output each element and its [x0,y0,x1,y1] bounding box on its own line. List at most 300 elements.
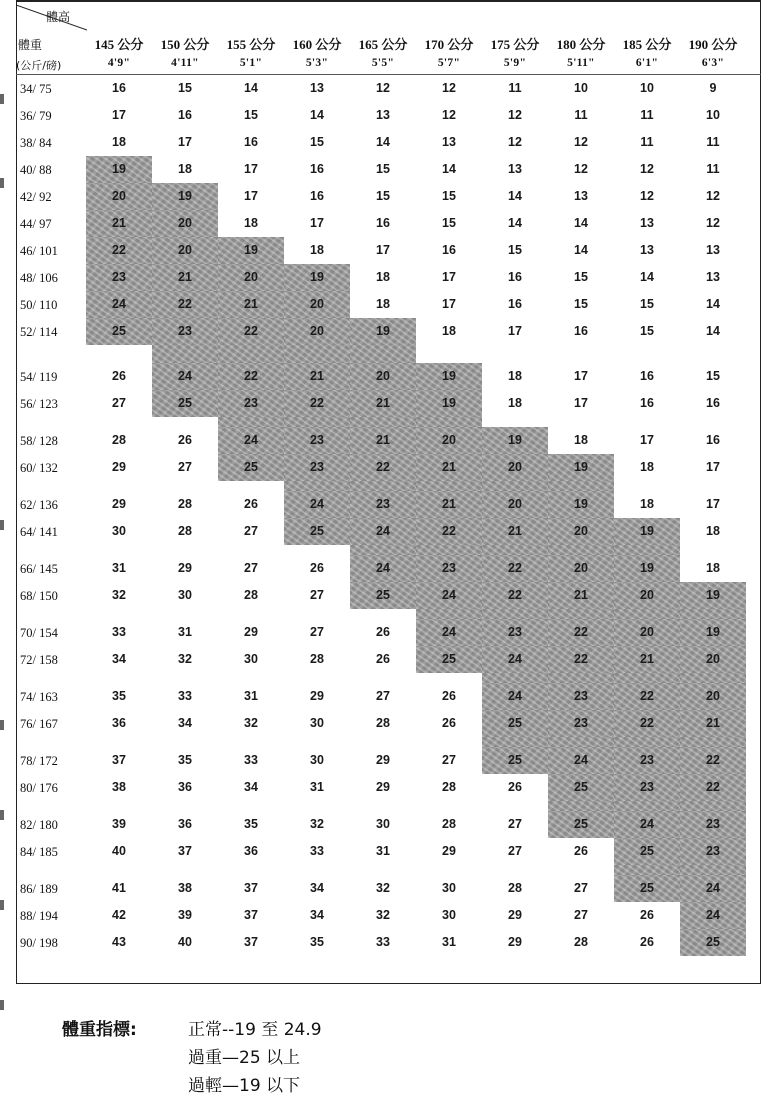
bmi-cell: 23 [218,390,284,417]
height-cm-label: 165 公分 [358,37,408,52]
bmi-cell: 16 [112,81,126,95]
bmi-cell: 19 [482,427,548,454]
bmi-cell: 17 [310,216,324,230]
bmi-cell: 15 [442,216,456,230]
bmi-cell: 10 [574,81,588,95]
height-inch-label: 5'5" [371,57,395,69]
bmi-cell: 38 [112,780,126,794]
bmi-cell: 24 [416,582,482,609]
shade-gap [548,801,614,811]
margin-mark [0,1000,4,1010]
height-header-col [152,34,218,69]
shade-gap [680,865,746,875]
shade-gap [614,609,680,619]
weight-row-label: 62/ 136 [20,498,58,512]
weight-row-label: 42/ 92 [20,190,52,204]
bmi-cell: 28 [244,588,258,602]
corner-weight-label: 體重 [18,38,43,52]
height-header-col [482,34,548,69]
weight-row-label: 76/ 167 [20,717,58,731]
bmi-cell: 15 [574,270,588,284]
bmi-cell: 31 [178,625,192,639]
bmi-cell: 12 [508,108,522,122]
weight-row-label: 68/ 150 [20,589,58,603]
bmi-cell: 33 [112,625,126,639]
bmi-cell: 10 [706,108,720,122]
height-inch-label: 4'11" [171,57,199,69]
bmi-cell: 30 [376,817,390,831]
bmi-cell: 15 [640,324,654,338]
height-inch-label: 6'3" [701,57,725,69]
bmi-cell: 30 [178,588,192,602]
bmi-cell: 18 [574,433,588,447]
shade-gap [284,481,350,491]
bmi-cell: 33 [376,935,390,949]
bmi-cell: 39 [178,908,192,922]
bmi-cell: 26 [442,689,456,703]
bmi-cell: 18 [508,369,522,383]
height-header-col [416,34,482,69]
legend-normal: 正常--19 至 24.9 [188,1020,322,1040]
bmi-cell: 35 [310,935,324,949]
bmi-cell: 18 [508,396,522,410]
bmi-cell: 16 [574,324,588,338]
bmi-cell: 19 [416,390,482,417]
bmi-cell: 27 [244,561,258,575]
bmi-cell: 12 [640,162,654,176]
bmi-cell: 20 [548,518,614,545]
weight-row-label: 64/ 141 [20,525,58,539]
bmi-cell: 35 [178,753,192,767]
bmi-cell: 30 [310,716,324,730]
bmi-cell: 29 [244,625,258,639]
bmi-cell: 24 [284,491,350,518]
shade-gap [416,417,482,427]
bmi-cell: 29 [508,935,522,949]
bmi-cell: 10 [640,81,654,95]
bmi-cell: 21 [482,518,548,545]
bmi-cell: 37 [244,908,258,922]
bmi-cell: 13 [640,216,654,230]
weight-row-label: 40/ 88 [20,163,52,177]
shade-gap [680,673,746,683]
shade-gap [482,737,548,747]
bmi-cell: 18 [640,460,654,474]
height-cm-label: 180 公分 [556,37,606,52]
bmi-cell: 36 [112,716,126,730]
bmi-cell: 29 [112,497,126,511]
bmi-cell: 29 [310,689,324,703]
bmi-cell: 31 [376,844,390,858]
bmi-cell: 20 [350,363,416,390]
bmi-cell: 23 [614,747,680,774]
bmi-cell: 11 [640,108,654,122]
corner-unit-label: (公斤/磅) [16,59,62,72]
bmi-cell: 16 [640,396,654,410]
height-inch-label: 5'7" [437,57,461,69]
bmi-cell: 13 [706,243,720,257]
bmi-cell: 13 [376,108,390,122]
bmi-cell: 34 [244,780,258,794]
weight-row-label: 66/ 145 [20,562,58,576]
bmi-cell: 21 [350,427,416,454]
weight-row-label: 50/ 110 [20,298,58,312]
bmi-cell: 34 [112,652,126,666]
height-inch-label: 6'1" [635,57,659,69]
shade-gap [482,481,548,491]
height-cm-label: 175 公分 [490,37,540,52]
weight-row-label: 84/ 185 [20,845,58,859]
shade-gap [548,737,614,747]
bmi-cell: 32 [244,716,258,730]
bmi-cell: 12 [574,135,588,149]
corner-height-label: 體高 [46,10,71,24]
bmi-cell: 18 [640,497,654,511]
bmi-cell: 34 [310,908,324,922]
bmi-cell: 28 [442,817,456,831]
bmi-cell: 24 [152,363,218,390]
bmi-cell: 41 [112,881,126,895]
bmi-cell: 23 [548,683,614,710]
bmi-cell: 28 [376,716,390,730]
bmi-cell: 21 [218,291,284,318]
margin-mark [0,810,4,820]
bmi-cell: 18 [706,561,720,575]
bmi-cell: 27 [244,524,258,538]
bmi-cell: 27 [112,396,126,410]
bmi-cell: 26 [376,625,390,639]
bmi-cell: 29 [178,561,192,575]
bmi-cell: 24 [350,518,416,545]
bmi-cell: 20 [680,683,746,710]
bmi-cell: 16 [442,243,456,257]
bmi-cell: 16 [508,270,522,284]
bmi-cell: 28 [508,881,522,895]
bmi-cell: 15 [376,189,390,203]
shade-gap [680,737,746,747]
bmi-cell: 23 [350,491,416,518]
bmi-cell: 11 [640,135,654,149]
bmi-cell: 16 [640,369,654,383]
bmi-cell: 27 [376,689,390,703]
shade-gap [614,737,680,747]
bmi-cell: 28 [178,524,192,538]
bmi-cell: 22 [350,454,416,481]
bmi-cell: 11 [508,81,522,95]
bmi-cell: 20 [680,646,746,673]
bmi-cell: 16 [178,108,192,122]
bmi-cell: 22 [218,318,284,345]
bmi-cell: 21 [284,363,350,390]
bmi-cell: 24 [548,747,614,774]
height-inch-label: 5'9" [503,57,527,69]
bmi-cell: 12 [640,189,654,203]
bmi-cell: 14 [376,135,390,149]
table-corner-header [16,0,87,84]
weight-row-label: 88/ 194 [20,909,58,923]
weight-row-label: 72/ 158 [20,653,58,667]
bmi-cell: 12 [442,81,456,95]
bmi-cell: 21 [350,390,416,417]
bmi-cell: 31 [442,935,456,949]
bmi-cell: 31 [112,561,126,575]
bmi-cell: 12 [376,81,390,95]
bmi-cell: 23 [284,427,350,454]
shade-gap [548,673,614,683]
height-cm-label: 190 公分 [688,37,738,52]
bmi-cell: 15 [640,297,654,311]
bmi-cell: 23 [680,811,746,838]
weight-row-label: 48/ 106 [20,271,58,285]
bmi-cell: 22 [614,683,680,710]
shade-gap [350,481,416,491]
bmi-cell: 32 [376,881,390,895]
bmi-cell: 18 [310,243,324,257]
bmi-cell: 15 [706,369,720,383]
legend-overweight: 過重—25 以上 [188,1048,301,1068]
bmi-cell: 18 [376,270,390,284]
bmi-cell: 27 [178,460,192,474]
bmi-cell: 20 [86,183,152,210]
bmi-cell: 33 [178,689,192,703]
weight-row-label: 56/ 123 [20,397,58,411]
bmi-cell: 28 [112,433,126,447]
shade-gap [482,673,548,683]
bmi-cell: 30 [442,908,456,922]
bmi-cell: 16 [706,396,720,410]
bmi-cell: 15 [244,108,258,122]
bmi-cell: 29 [376,753,390,767]
bmi-cell: 23 [548,710,614,737]
bmi-cell: 14 [706,324,720,338]
bmi-cell: 29 [442,844,456,858]
bmi-cell: 24 [416,619,482,646]
shade-gap [680,801,746,811]
bmi-cell: 29 [508,908,522,922]
shade-gap [350,545,416,555]
bmi-cell: 25 [680,929,746,956]
bmi-cell: 16 [310,189,324,203]
bmi-cell: 24 [86,291,152,318]
bmi-cell: 20 [152,237,218,264]
bmi-cell: 24 [680,875,746,902]
bmi-cell: 32 [112,588,126,602]
bmi-cell: 20 [152,210,218,237]
height-header-col [284,34,350,69]
bmi-cell: 19 [218,237,284,264]
bmi-cell: 21 [152,264,218,291]
bmi-cell: 13 [310,81,324,95]
bmi-cell: 26 [640,908,654,922]
bmi-cell: 15 [508,243,522,257]
weight-row-label: 78/ 172 [20,754,58,768]
bmi-cell: 14 [640,270,654,284]
bmi-cell: 27 [310,625,324,639]
bmi-cell: 29 [376,780,390,794]
bmi-cell: 18 [442,324,456,338]
bmi-cell: 12 [508,135,522,149]
bmi-cell: 23 [482,619,548,646]
bmi-cell: 19 [614,555,680,582]
weight-row-label: 52/ 114 [20,325,58,339]
bmi-cell: 16 [706,433,720,447]
bmi-cell: 19 [680,619,746,646]
bmi-cell: 15 [178,81,192,95]
bmi-cell: 25 [548,774,614,801]
bmi-cell: 22 [548,619,614,646]
bmi-cell: 37 [112,753,126,767]
bmi-cell: 14 [442,162,456,176]
bmi-cell: 15 [574,297,588,311]
bmi-cell: 22 [152,291,218,318]
shade-gap [482,545,548,555]
bmi-cell: 17 [442,270,456,284]
bmi-cell: 24 [218,427,284,454]
weight-row-label: 82/ 180 [20,818,58,832]
bmi-cell: 20 [284,318,350,345]
bmi-cell: 17 [244,162,258,176]
shade-gap [680,609,746,619]
bmi-cell: 18 [706,524,720,538]
bmi-cell: 17 [706,497,720,511]
bmi-cell: 22 [284,390,350,417]
bmi-cell: 17 [508,324,522,338]
height-header-col [614,34,680,69]
weight-row-label: 60/ 132 [20,461,58,475]
bmi-cell: 42 [112,908,126,922]
bmi-cell: 13 [640,243,654,257]
bmi-cell: 36 [178,817,192,831]
bmi-cell: 40 [112,844,126,858]
bmi-cell: 19 [614,518,680,545]
bmi-cell: 17 [112,108,126,122]
bmi-cell: 17 [244,189,258,203]
bmi-cell: 37 [178,844,192,858]
bmi-cell: 22 [614,710,680,737]
height-cm-label: 145 公分 [94,37,144,52]
bmi-cell: 17 [706,460,720,474]
bmi-cell: 12 [706,189,720,203]
bmi-cell: 26 [574,844,588,858]
margin-mark [0,720,4,730]
bmi-cell: 26 [640,935,654,949]
shade-gap [548,545,614,555]
height-header-col [350,34,416,69]
weight-row-label: 90/ 198 [20,936,58,950]
bmi-cell: 25 [284,518,350,545]
bmi-cell: 25 [218,454,284,481]
height-inch-label: 5'3" [305,57,329,69]
margin-mark [0,900,4,910]
bmi-cell: 35 [112,689,126,703]
shade-gap [614,801,680,811]
bmi-cell: 32 [376,908,390,922]
bmi-cell: 19 [152,183,218,210]
bmi-cell: 25 [548,811,614,838]
bmi-cell: 11 [574,108,588,122]
bmi-cell: 20 [614,582,680,609]
bmi-cell: 24 [680,902,746,929]
bmi-cell: 33 [244,753,258,767]
bmi-cell: 25 [482,747,548,774]
bmi-cell: 16 [376,216,390,230]
bmi-cell: 22 [680,747,746,774]
bmi-cell: 24 [482,683,548,710]
weight-row-label: 36/ 79 [20,109,52,123]
bmi-cell: 19 [680,582,746,609]
bmi-cell: 17 [442,297,456,311]
bmi-cell: 25 [416,646,482,673]
bmi-cell: 18 [112,135,126,149]
bmi-cell: 13 [574,189,588,203]
bmi-cell: 26 [178,433,192,447]
weight-row-label: 86/ 189 [20,882,58,896]
bmi-cell: 15 [376,162,390,176]
shade-gap [548,481,614,491]
height-header-col [218,34,284,69]
bmi-cell: 27 [310,588,324,602]
bmi-cell: 43 [112,935,126,949]
shade-gap [284,345,350,363]
bmi-cell: 21 [548,582,614,609]
bmi-cell: 15 [442,189,456,203]
shade-gap [548,609,614,619]
weight-row-label: 58/ 128 [20,434,58,448]
bmi-cell: 12 [442,108,456,122]
bmi-cell: 14 [244,81,258,95]
bmi-cell: 31 [310,780,324,794]
bmi-cell: 13 [706,270,720,284]
bmi-cell: 22 [548,646,614,673]
bmi-cell: 34 [310,881,324,895]
bmi-cell: 16 [310,162,324,176]
bmi-cell: 20 [614,619,680,646]
bmi-cell: 21 [614,646,680,673]
bmi-cell: 15 [310,135,324,149]
weight-row-label: 38/ 84 [20,136,52,150]
bmi-cell: 9 [709,81,717,95]
bmi-cell: 21 [416,454,482,481]
shade-gap [350,345,416,363]
shade-gap [152,345,218,363]
bmi-cell: 22 [86,237,152,264]
bmi-cell: 25 [86,318,152,345]
height-cm-label: 185 公分 [622,37,672,52]
bmi-cell: 14 [574,216,588,230]
shade-gap [350,417,416,427]
shade-gap [416,609,482,619]
bmi-cell: 14 [310,108,324,122]
bmi-cell: 34 [178,716,192,730]
bmi-cell: 24 [350,555,416,582]
bmi-cell: 19 [350,318,416,345]
bmi-cell: 39 [112,817,126,831]
bmi-cell: 17 [640,433,654,447]
bmi-cell: 19 [548,491,614,518]
bmi-cell: 20 [482,454,548,481]
bmi-cell: 19 [548,454,614,481]
bmi-cell: 27 [574,908,588,922]
margin-mark [0,94,4,104]
height-cm-label: 160 公分 [292,37,342,52]
bmi-cell: 40 [178,935,192,949]
bmi-cell: 16 [244,135,258,149]
bmi-cell: 17 [376,243,390,257]
shade-gap [482,609,548,619]
bmi-cell: 25 [614,838,680,865]
bmi-cell: 18 [244,216,258,230]
shade-gap [614,865,680,875]
